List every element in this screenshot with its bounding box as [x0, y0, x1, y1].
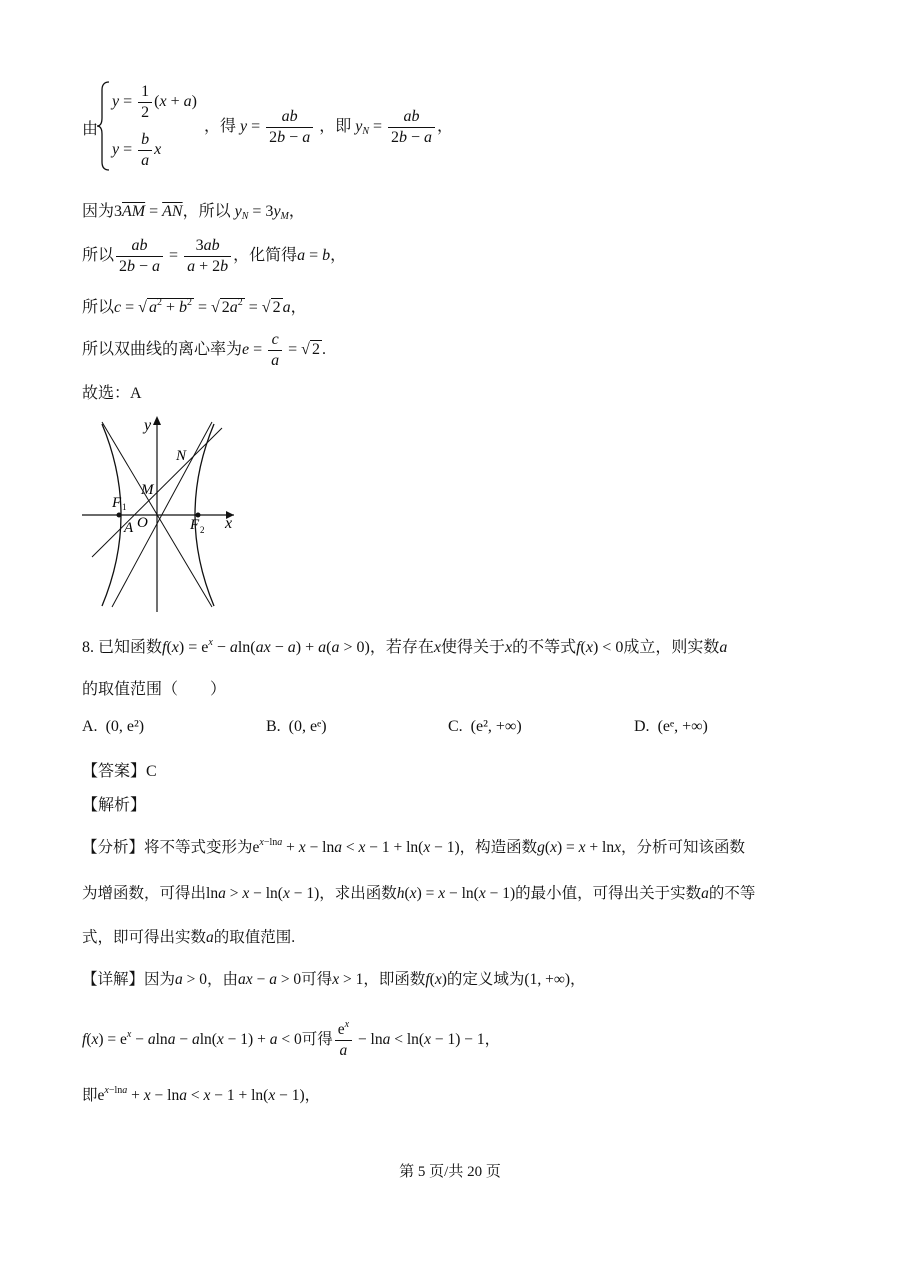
option-c[interactable]	[448, 718, 522, 736]
question-8-line-1: 8. 已知函数$f(x) = e^x - aln(ax - a) + a(a > 0)$，若存在x使得关于x的不等式f(x) < 0成立，则实数a	[82, 637, 728, 656]
detail-line-3: 即$e^{x-lna} + x - \ln a < x - 1 + \ln(x - 1)$，	[82, 1085, 321, 1104]
question-text-d: 的不等式	[512, 639, 577, 656]
focus-f1	[117, 513, 122, 518]
so1-simplify-text: ，化简得	[233, 247, 298, 265]
analysis-line-2: 为增函数，可得出lna > x − ln(x − 1)，求出函数h(x) = x − ln(x − 1)的最小值，可得出关于实数a的不等	[82, 885, 756, 902]
analysis-t1: 将不等式变形为	[144, 839, 253, 856]
so1-end: ，	[330, 247, 347, 265]
label-o: O	[137, 515, 148, 531]
because-text: 因为	[82, 203, 115, 220]
label-y: y	[144, 417, 152, 434]
line-so-1: 所以 $\frac{ab}{2b - a}$ = $\frac{3ab}{a + 2b}$ ，化简得a = b，	[82, 237, 347, 275]
line-so-3: 所以双曲线的离心率为e = $\frac{c}{a}$ = √ 2 .	[82, 331, 326, 369]
system-prefix-text: 由	[82, 121, 99, 138]
so1-text: 所以	[82, 247, 115, 265]
analysis-t3: ，分析可知该函数	[620, 839, 745, 856]
analysis-t2: ，构造函数	[459, 839, 538, 856]
line-so-2: 所以c = √ $a^2 + b^2$ = √ $2a^2$ = √ 2 a，	[82, 297, 307, 316]
option-a[interactable]	[82, 718, 144, 736]
detail-tag: 【详解】	[82, 971, 145, 988]
system-eq1: y = $\frac{1}{2}$ (x + a)	[112, 83, 197, 121]
question-8-line-2: 的取值范围（ ）	[82, 681, 227, 698]
hyperbola-figure	[82, 412, 242, 617]
answer-tag: 【答案】	[82, 763, 147, 780]
question-var-x: x	[433, 639, 441, 656]
y-axis-arrow-icon	[153, 416, 161, 425]
because-end: ，	[288, 203, 305, 220]
label-f1: F	[112, 495, 122, 511]
detail-line-1: 【详解】因为a > 0，由ax − a > 0可得x > 1，即函数f(x)的定义域为(1, +∞)，	[82, 971, 586, 988]
analysis-line-3	[82, 926, 295, 950]
answer-line	[82, 760, 157, 784]
analysis-t9: 的取值范围.	[213, 929, 296, 946]
so2-text: 所以	[82, 299, 115, 316]
page-footer: 第 5 页/共 20 页	[399, 1164, 501, 1180]
question-number: 8.	[82, 639, 94, 656]
option-a-label: A.	[82, 718, 98, 735]
detail-t2: ，由	[207, 971, 239, 988]
choice-line: 故选：A	[82, 385, 142, 402]
analysis-t6: 的最小值，可得出关于实数	[515, 885, 702, 902]
analysis-e6: a	[206, 929, 214, 946]
detail-t4: ，即函数	[363, 971, 426, 988]
detail-line3-t1: 即	[82, 1087, 98, 1104]
system-result: ，得 y = $\frac{ab}{2b - a}$ ，即 $y_N$ = $\frac{ab}{2b - a}$ ，	[204, 108, 454, 146]
detail-line3-end: ，	[304, 1087, 321, 1104]
analysis-e5: a	[701, 885, 709, 902]
option-c-value: (e², +∞)	[470, 718, 522, 735]
analysis-t5: ，求出函数	[319, 885, 397, 902]
analysis-t8: 式，即可得出实数	[82, 929, 207, 946]
label-n: N	[176, 448, 187, 464]
question-var-a: a	[719, 639, 728, 656]
detail-t5: 的定义域为	[446, 971, 525, 988]
analysis-tag: 【分析】	[82, 839, 145, 856]
detail-t1: 因为	[144, 971, 176, 988]
option-d-value: (eᵉ, +∞)	[657, 718, 708, 735]
option-b[interactable]	[266, 718, 327, 736]
line-because: 因为$3\overline{AM} = \overline{AN}$，所以 $y_N = 3y_M$，	[82, 203, 305, 222]
analysis-t4: 为增函数，可得出	[82, 885, 207, 902]
option-b-value: (0, eᵉ)	[288, 718, 327, 735]
system-eq2: y = $\frac{b}{a}$ x	[112, 131, 162, 169]
analysis-t7: 的不等	[708, 885, 756, 902]
detail-t3: 可得	[301, 971, 333, 988]
so3-text: 所以双曲线的离心率为	[82, 341, 243, 359]
label-f2: F	[190, 517, 200, 533]
system-ie-text: ，即	[319, 118, 352, 136]
label-f2-sub: 2	[200, 525, 205, 535]
analysis-line-1: 【分析】将不等式变形为$e^{x-lna} + x - \ln a < x - 1 + \ln(x - 1)$，构造函数g(x) = x + lnx，分析可知该函数	[82, 837, 745, 856]
detail-line-2: $f(x) = e^x - alna - aln(x - 1) + a < 0$可得 $\frac{e^x}{a}$ − lna < ln(x − 1) − 1，	[82, 1019, 501, 1059]
detail-t6: ，	[570, 971, 586, 988]
answer-value: C	[146, 763, 157, 780]
label-f1-sub: 1	[122, 502, 127, 512]
option-d[interactable]	[634, 718, 708, 736]
question-text-b: ，若存在	[369, 639, 434, 656]
label-x: x	[225, 515, 233, 532]
question-text-a: 已知函数	[98, 639, 163, 656]
option-b-label: B.	[266, 718, 281, 735]
system-get-text: ，得	[204, 118, 237, 136]
so2-end: ，	[290, 299, 307, 316]
question-text-c: 使得关于	[440, 639, 505, 656]
detail-line2-t1: 可得	[301, 1031, 333, 1049]
left-brace-icon	[96, 80, 112, 172]
because-so-text: ，所以	[182, 203, 231, 220]
option-d-label: D.	[634, 718, 650, 735]
system-end: ，	[437, 118, 454, 136]
label-a: A	[124, 520, 134, 536]
question-text-e: 成立，则实数	[623, 639, 720, 656]
analysis-tag-line: 【解析】	[82, 797, 147, 814]
detail-line2-end: ，	[484, 1031, 501, 1049]
option-a-value: (0, e²)	[105, 718, 145, 735]
label-m: M	[141, 482, 154, 498]
so3-end: .	[321, 341, 326, 359]
option-c-label: C.	[448, 718, 463, 735]
